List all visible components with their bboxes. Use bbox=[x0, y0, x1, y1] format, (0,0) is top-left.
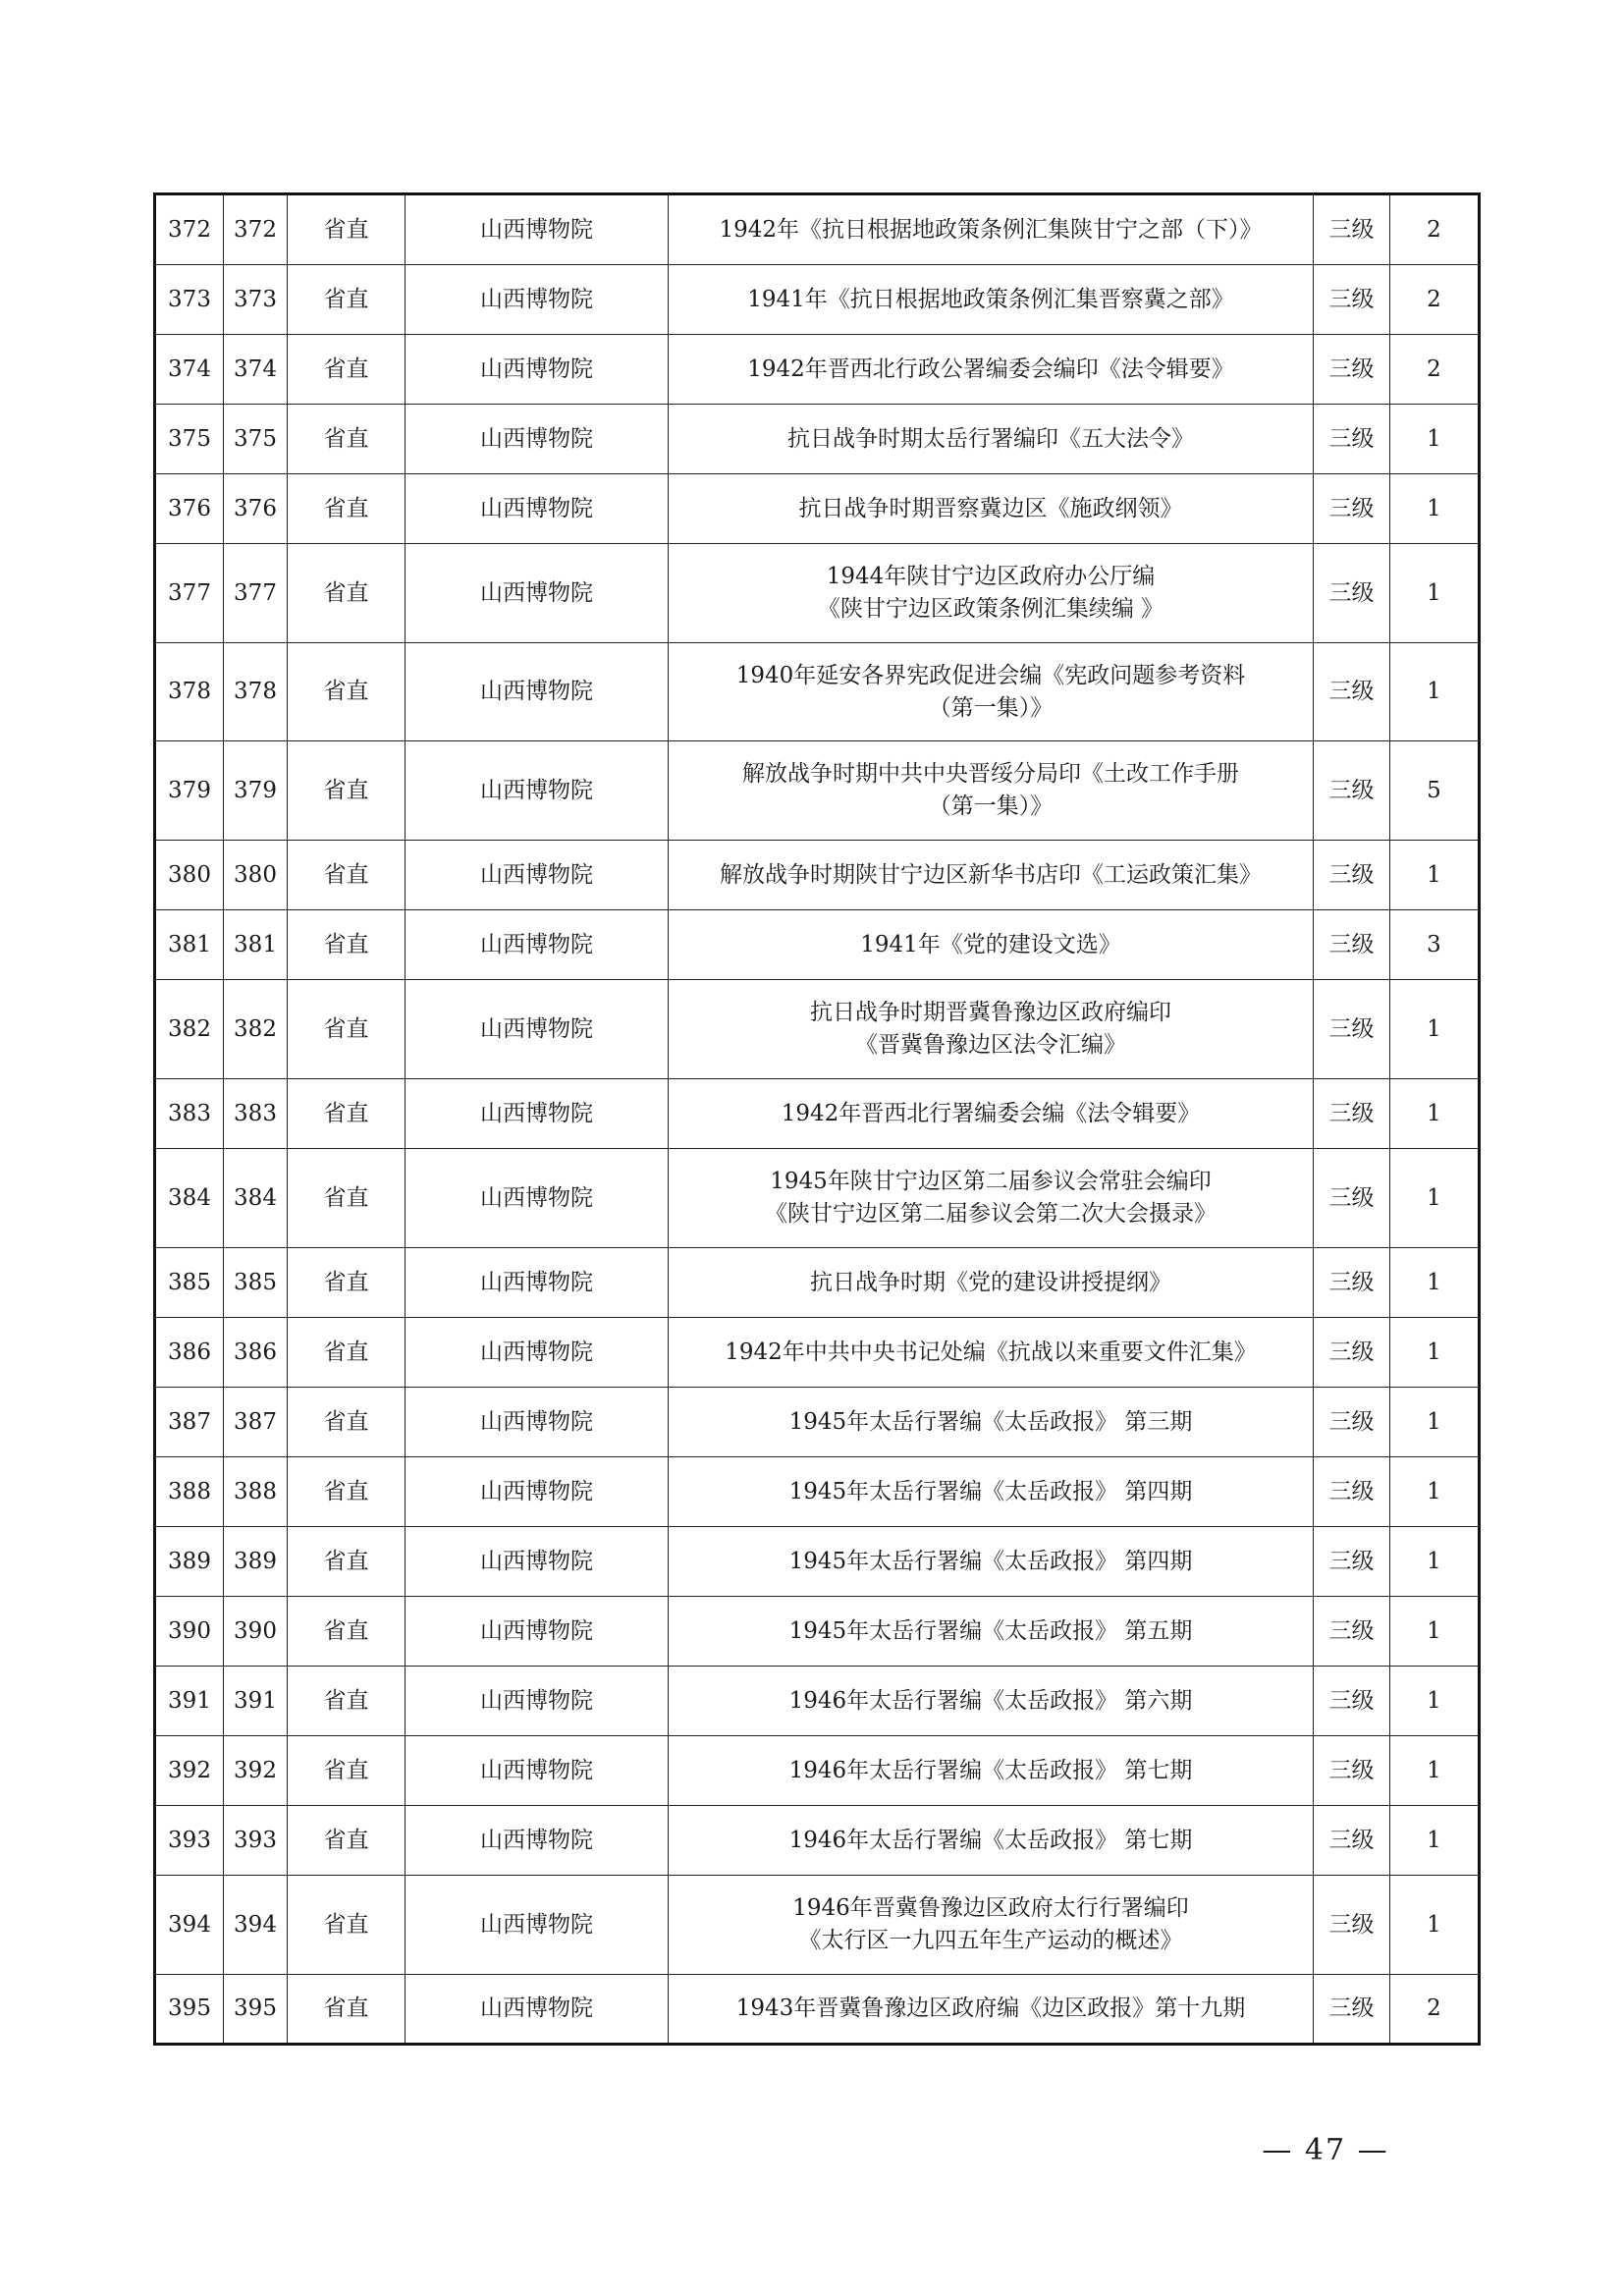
grade-cell: 三级 bbox=[1314, 910, 1390, 980]
quantity-cell: 1 bbox=[1390, 1876, 1480, 1975]
item-id-cell: 385 bbox=[224, 1248, 288, 1318]
title-cell: 解放战争时期陕甘宁边区新华书店印《工运政策汇集》 bbox=[669, 841, 1314, 910]
level-cell: 省直 bbox=[288, 265, 406, 335]
item-id-cell: 388 bbox=[224, 1457, 288, 1527]
title-cell: 1946年太岳行署编《太岳政报》 第七期 bbox=[669, 1806, 1314, 1876]
unit-cell: 山西博物院 bbox=[406, 1457, 669, 1527]
unit-cell: 山西博物院 bbox=[406, 1079, 669, 1149]
level-cell: 省直 bbox=[288, 1527, 406, 1597]
item-id-cell: 387 bbox=[224, 1388, 288, 1457]
relics-table bbox=[153, 192, 1481, 2046]
level-cell: 省直 bbox=[288, 1248, 406, 1318]
title-cell: 1941年《党的建设文选》 bbox=[669, 910, 1314, 980]
level-cell: 省直 bbox=[288, 1079, 406, 1149]
unit-cell: 山西博物院 bbox=[406, 1667, 669, 1736]
table-row bbox=[155, 910, 1480, 980]
row-number-cell: 385 bbox=[155, 1248, 224, 1318]
row-number-cell: 384 bbox=[155, 1149, 224, 1248]
quantity-cell: 3 bbox=[1390, 910, 1480, 980]
item-id-cell: 392 bbox=[224, 1736, 288, 1806]
title-cell: 1946年太岳行署编《太岳政报》 第六期 bbox=[669, 1667, 1314, 1736]
unit-cell: 山西博物院 bbox=[406, 1248, 669, 1318]
level-cell: 省直 bbox=[288, 643, 406, 741]
title-cell: 抗日战争时期太岳行署编印《五大法令》 bbox=[669, 405, 1314, 474]
table-row bbox=[155, 1736, 1480, 1806]
quantity-cell: 1 bbox=[1390, 1597, 1480, 1667]
level-cell: 省直 bbox=[288, 1597, 406, 1667]
table-row bbox=[155, 1597, 1480, 1667]
table-row bbox=[155, 1806, 1480, 1876]
quantity-cell: 1 bbox=[1390, 1527, 1480, 1597]
quantity-cell: 1 bbox=[1390, 474, 1480, 544]
unit-cell: 山西博物院 bbox=[406, 265, 669, 335]
item-id-cell: 395 bbox=[224, 1975, 288, 2045]
grade-cell: 三级 bbox=[1314, 1149, 1390, 1248]
item-id-cell: 383 bbox=[224, 1079, 288, 1149]
level-cell: 省直 bbox=[288, 1736, 406, 1806]
row-number-cell: 372 bbox=[155, 194, 224, 265]
item-id-cell: 394 bbox=[224, 1876, 288, 1975]
level-cell: 省直 bbox=[288, 1388, 406, 1457]
table-row bbox=[155, 335, 1480, 405]
title-cell: 1945年太岳行署编《太岳政报》 第四期 bbox=[669, 1527, 1314, 1597]
row-number-cell: 374 bbox=[155, 335, 224, 405]
row-number-cell: 373 bbox=[155, 265, 224, 335]
table-row bbox=[155, 405, 1480, 474]
table-row bbox=[155, 544, 1480, 643]
unit-cell: 山西博物院 bbox=[406, 474, 669, 544]
unit-cell: 山西博物院 bbox=[406, 1975, 669, 2045]
item-id-cell: 380 bbox=[224, 841, 288, 910]
title-cell: 1945年太岳行署编《太岳政报》 第五期 bbox=[669, 1597, 1314, 1667]
row-number-cell: 388 bbox=[155, 1457, 224, 1527]
grade-cell: 三级 bbox=[1314, 643, 1390, 741]
unit-cell: 山西博物院 bbox=[406, 544, 669, 643]
title-cell: 1945年陕甘宁边区第二届参议会常驻会编印 《陕甘宁边区第二届参议会第二次大会摄录》 bbox=[669, 1149, 1314, 1248]
quantity-cell: 1 bbox=[1390, 1388, 1480, 1457]
grade-cell: 三级 bbox=[1314, 841, 1390, 910]
title-cell: 1946年晋冀鲁豫边区政府太行行署编印 《太行区一九四五年生产运动的概述》 bbox=[669, 1876, 1314, 1975]
table-row bbox=[155, 741, 1480, 841]
grade-cell: 三级 bbox=[1314, 1248, 1390, 1318]
title-cell: 1940年延安各界宪政促进会编《宪政问题参考资料 （第一集）》 bbox=[669, 643, 1314, 741]
level-cell: 省直 bbox=[288, 474, 406, 544]
unit-cell: 山西博物院 bbox=[406, 643, 669, 741]
row-number-cell: 390 bbox=[155, 1597, 224, 1667]
level-cell: 省直 bbox=[288, 1667, 406, 1736]
quantity-cell: 1 bbox=[1390, 1248, 1480, 1318]
table-row bbox=[155, 1876, 1480, 1975]
grade-cell: 三级 bbox=[1314, 194, 1390, 265]
title-cell: 1942年晋西北行政公署编委会编印《法令辑要》 bbox=[669, 335, 1314, 405]
title-cell: 1941年《抗日根据地政策条例汇集晋察冀之部》 bbox=[669, 265, 1314, 335]
quantity-cell: 5 bbox=[1390, 741, 1480, 841]
item-id-cell: 372 bbox=[224, 194, 288, 265]
table-row bbox=[155, 1149, 1480, 1248]
grade-cell: 三级 bbox=[1314, 980, 1390, 1079]
quantity-cell: 1 bbox=[1390, 1149, 1480, 1248]
quantity-cell: 1 bbox=[1390, 1667, 1480, 1736]
row-number-cell: 395 bbox=[155, 1975, 224, 2045]
grade-cell: 三级 bbox=[1314, 1527, 1390, 1597]
quantity-cell: 1 bbox=[1390, 643, 1480, 741]
grade-cell: 三级 bbox=[1314, 1667, 1390, 1736]
table-row bbox=[155, 474, 1480, 544]
title-cell: 抗日战争时期晋察冀边区《施政纲领》 bbox=[669, 474, 1314, 544]
item-id-cell: 374 bbox=[224, 335, 288, 405]
level-cell: 省直 bbox=[288, 1149, 406, 1248]
quantity-cell: 2 bbox=[1390, 335, 1480, 405]
quantity-cell: 1 bbox=[1390, 544, 1480, 643]
grade-cell: 三级 bbox=[1314, 1806, 1390, 1876]
title-cell: 1943年晋冀鲁豫边区政府编《边区政报》第十九期 bbox=[669, 1975, 1314, 2045]
quantity-cell: 1 bbox=[1390, 1318, 1480, 1388]
item-id-cell: 382 bbox=[224, 980, 288, 1079]
unit-cell: 山西博物院 bbox=[406, 405, 669, 474]
row-number-cell: 379 bbox=[155, 741, 224, 841]
table-row bbox=[155, 1388, 1480, 1457]
table-row bbox=[155, 1079, 1480, 1149]
item-id-cell: 375 bbox=[224, 405, 288, 474]
level-cell: 省直 bbox=[288, 741, 406, 841]
quantity-cell: 1 bbox=[1390, 1457, 1480, 1527]
title-cell: 1944年陕甘宁边区政府办公厅编 《陕甘宁边区政策条例汇集续编 》 bbox=[669, 544, 1314, 643]
item-id-cell: 393 bbox=[224, 1806, 288, 1876]
unit-cell: 山西博物院 bbox=[406, 741, 669, 841]
title-cell: 1942年《抗日根据地政策条例汇集陕甘宁之部（下）》 bbox=[669, 194, 1314, 265]
item-id-cell: 381 bbox=[224, 910, 288, 980]
item-id-cell: 384 bbox=[224, 1149, 288, 1248]
title-cell: 1945年太岳行署编《太岳政报》 第四期 bbox=[669, 1457, 1314, 1527]
title-cell: 1945年太岳行署编《太岳政报》 第三期 bbox=[669, 1388, 1314, 1457]
table-row bbox=[155, 265, 1480, 335]
grade-cell: 三级 bbox=[1314, 741, 1390, 841]
level-cell: 省直 bbox=[288, 335, 406, 405]
level-cell: 省直 bbox=[288, 1806, 406, 1876]
level-cell: 省直 bbox=[288, 194, 406, 265]
title-cell: 1946年太岳行署编《太岳政报》 第七期 bbox=[669, 1736, 1314, 1806]
unit-cell: 山西博物院 bbox=[406, 1388, 669, 1457]
unit-cell: 山西博物院 bbox=[406, 1149, 669, 1248]
title-cell: 抗日战争时期《党的建设讲授提纲》 bbox=[669, 1248, 1314, 1318]
table-row bbox=[155, 1457, 1480, 1527]
title-cell: 1942年中共中央书记处编《抗战以来重要文件汇集》 bbox=[669, 1318, 1314, 1388]
table-row bbox=[155, 1318, 1480, 1388]
row-number-cell: 378 bbox=[155, 643, 224, 741]
level-cell: 省直 bbox=[288, 1975, 406, 2045]
row-number-cell: 386 bbox=[155, 1318, 224, 1388]
table-row bbox=[155, 1975, 1480, 2045]
quantity-cell: 1 bbox=[1390, 1806, 1480, 1876]
table-row bbox=[155, 1527, 1480, 1597]
table-row bbox=[155, 1667, 1480, 1736]
level-cell: 省直 bbox=[288, 405, 406, 474]
row-number-cell: 389 bbox=[155, 1527, 224, 1597]
grade-cell: 三级 bbox=[1314, 1079, 1390, 1149]
unit-cell: 山西博物院 bbox=[406, 980, 669, 1079]
row-number-cell: 391 bbox=[155, 1667, 224, 1736]
unit-cell: 山西博物院 bbox=[406, 1597, 669, 1667]
table-row bbox=[155, 980, 1480, 1079]
quantity-cell: 2 bbox=[1390, 265, 1480, 335]
grade-cell: 三级 bbox=[1314, 405, 1390, 474]
grade-cell: 三级 bbox=[1314, 1876, 1390, 1975]
unit-cell: 山西博物院 bbox=[406, 1736, 669, 1806]
level-cell: 省直 bbox=[288, 1318, 406, 1388]
row-number-cell: 381 bbox=[155, 910, 224, 980]
table-row bbox=[155, 643, 1480, 741]
level-cell: 省直 bbox=[288, 910, 406, 980]
grade-cell: 三级 bbox=[1314, 335, 1390, 405]
item-id-cell: 373 bbox=[224, 265, 288, 335]
row-number-cell: 394 bbox=[155, 1876, 224, 1975]
row-number-cell: 383 bbox=[155, 1079, 224, 1149]
unit-cell: 山西博物院 bbox=[406, 335, 669, 405]
level-cell: 省直 bbox=[288, 1876, 406, 1975]
grade-cell: 三级 bbox=[1314, 474, 1390, 544]
table-body bbox=[155, 194, 1480, 2045]
unit-cell: 山西博物院 bbox=[406, 194, 669, 265]
quantity-cell: 1 bbox=[1390, 980, 1480, 1079]
quantity-cell: 1 bbox=[1390, 841, 1480, 910]
row-number-cell: 393 bbox=[155, 1806, 224, 1876]
grade-cell: 三级 bbox=[1314, 1388, 1390, 1457]
row-number-cell: 382 bbox=[155, 980, 224, 1079]
title-cell: 解放战争时期中共中央晋绥分局印《土改工作手册 （第一集）》 bbox=[669, 741, 1314, 841]
title-cell: 1942年晋西北行署编委会编《法令辑要》 bbox=[669, 1079, 1314, 1149]
item-id-cell: 377 bbox=[224, 544, 288, 643]
row-number-cell: 375 bbox=[155, 405, 224, 474]
level-cell: 省直 bbox=[288, 1457, 406, 1527]
quantity-cell: 1 bbox=[1390, 1079, 1480, 1149]
grade-cell: 三级 bbox=[1314, 1736, 1390, 1806]
item-id-cell: 390 bbox=[224, 1597, 288, 1667]
unit-cell: 山西博物院 bbox=[406, 841, 669, 910]
level-cell: 省直 bbox=[288, 980, 406, 1079]
item-id-cell: 379 bbox=[224, 741, 288, 841]
table-row bbox=[155, 1248, 1480, 1318]
quantity-cell: 1 bbox=[1390, 405, 1480, 474]
grade-cell: 三级 bbox=[1314, 1597, 1390, 1667]
item-id-cell: 376 bbox=[224, 474, 288, 544]
row-number-cell: 387 bbox=[155, 1388, 224, 1457]
row-number-cell: 377 bbox=[155, 544, 224, 643]
quantity-cell: 2 bbox=[1390, 1975, 1480, 2045]
item-id-cell: 389 bbox=[224, 1527, 288, 1597]
unit-cell: 山西博物院 bbox=[406, 1318, 669, 1388]
item-id-cell: 386 bbox=[224, 1318, 288, 1388]
row-number-cell: 380 bbox=[155, 841, 224, 910]
unit-cell: 山西博物院 bbox=[406, 1806, 669, 1876]
row-number-cell: 376 bbox=[155, 474, 224, 544]
grade-cell: 三级 bbox=[1314, 544, 1390, 643]
quantity-cell: 1 bbox=[1390, 1736, 1480, 1806]
unit-cell: 山西博物院 bbox=[406, 910, 669, 980]
item-id-cell: 378 bbox=[224, 643, 288, 741]
grade-cell: 三级 bbox=[1314, 1975, 1390, 2045]
title-cell: 抗日战争时期晋冀鲁豫边区政府编印 《晋冀鲁豫边区法令汇编》 bbox=[669, 980, 1314, 1079]
item-id-cell: 391 bbox=[224, 1667, 288, 1736]
table-row bbox=[155, 194, 1480, 265]
grade-cell: 三级 bbox=[1314, 1318, 1390, 1388]
grade-cell: 三级 bbox=[1314, 1457, 1390, 1527]
row-number-cell: 392 bbox=[155, 1736, 224, 1806]
table-row bbox=[155, 841, 1480, 910]
page-number: — 47 — bbox=[1262, 2133, 1389, 2167]
level-cell: 省直 bbox=[288, 544, 406, 643]
grade-cell: 三级 bbox=[1314, 265, 1390, 335]
unit-cell: 山西博物院 bbox=[406, 1876, 669, 1975]
level-cell: 省直 bbox=[288, 841, 406, 910]
unit-cell: 山西博物院 bbox=[406, 1527, 669, 1597]
quantity-cell: 2 bbox=[1390, 194, 1480, 265]
